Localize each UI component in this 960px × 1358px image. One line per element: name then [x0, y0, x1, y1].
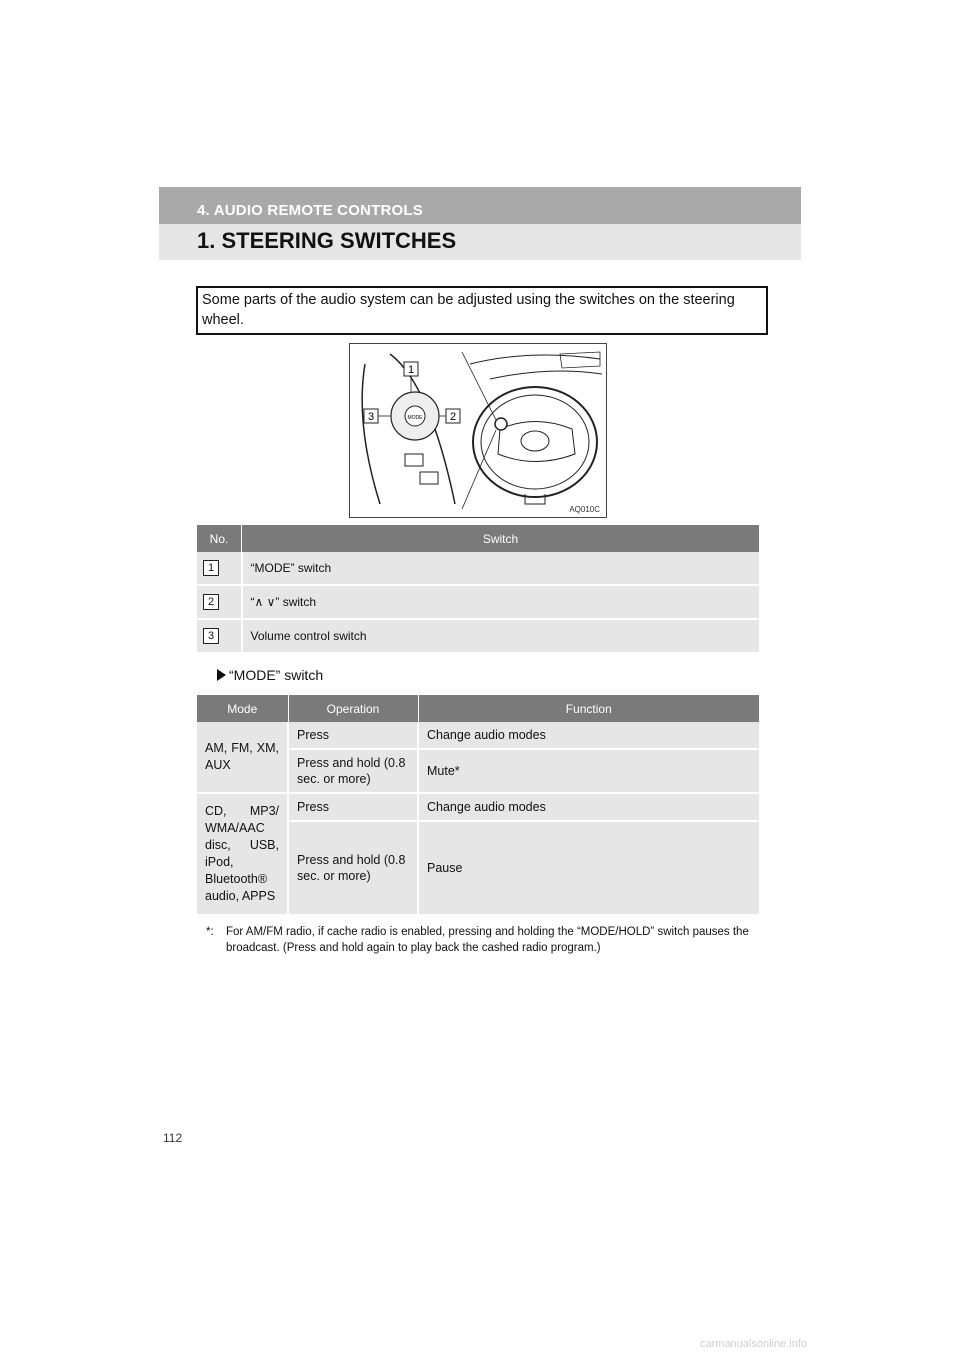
page-title: 1. STEERING SWITCHES	[197, 228, 457, 253]
footnote-text: For AM/FM radio, if cache radio is enabled, pressing and holding the “MODE/HOLD” switch pauses the broadcast. (Press and hold again to play back the cashed radio program.)	[226, 926, 749, 954]
callout-1: 1	[407, 364, 415, 376]
header-no: No.	[197, 525, 242, 552]
row-number: 2	[203, 594, 219, 610]
table-row	[197, 619, 759, 653]
table-row	[197, 793, 759, 821]
page-title-bar	[159, 224, 801, 260]
switch-table	[197, 525, 759, 654]
table-row	[197, 722, 759, 749]
footnote	[206, 924, 762, 956]
section-title: 4. AUDIO REMOTE CONTROLS	[197, 202, 423, 219]
operation-cell: Press and hold (0.8 sec. or more)	[288, 821, 418, 915]
mode-cell: CD, MP3/ WMA/AAC disc, USB, iPod, Bluetooth® audio, APPS	[197, 793, 288, 915]
function-cell: Change audio modes	[418, 722, 759, 749]
callout-3: 3	[367, 411, 375, 423]
row-number: 1	[203, 560, 219, 576]
switch-table-header	[197, 525, 759, 552]
table-row	[197, 585, 759, 619]
function-cell: Pause	[418, 821, 759, 915]
steering-wheel-drawing	[350, 344, 606, 517]
mode-table	[197, 695, 759, 916]
mode-switch-subheading	[217, 667, 323, 683]
header-mode: Mode	[197, 695, 288, 722]
page-number: 112	[163, 1131, 183, 1145]
operation-cell: Press	[288, 722, 418, 749]
operation-cell: Press and hold (0.8 sec. or more)	[288, 749, 418, 793]
mode-table-header	[197, 695, 759, 722]
switch-label: “∧ ∨” switch	[242, 585, 760, 619]
mode-cell: AM, FM, XM, AUX	[197, 722, 288, 793]
callout-2: 2	[449, 411, 457, 423]
triangle-bullet-icon	[217, 669, 226, 681]
function-cell: Change audio modes	[418, 793, 759, 821]
watermark: carmanualsonline.info	[700, 1338, 808, 1350]
table-row	[197, 552, 759, 585]
subheading-text: “MODE” switch	[229, 667, 324, 683]
header-switch: Switch	[242, 525, 760, 552]
row-number: 3	[203, 628, 219, 644]
function-cell: Mute*	[418, 749, 759, 793]
footnote-marker: *:	[206, 926, 214, 938]
section-header	[159, 187, 801, 224]
figure-caption: AQ010C	[569, 505, 600, 514]
switch-label: Volume control switch	[242, 619, 760, 653]
header-function: Function	[418, 695, 759, 722]
operation-cell: Press	[288, 793, 418, 821]
switch-label: “MODE” switch	[242, 552, 760, 585]
header-operation: Operation	[288, 695, 418, 722]
steering-wheel-illustration	[349, 343, 607, 518]
mode-button-label: MODE	[407, 415, 423, 421]
intro-text: Some parts of the audio system can be adjusted using the switches on the steering wheel.	[196, 286, 768, 335]
